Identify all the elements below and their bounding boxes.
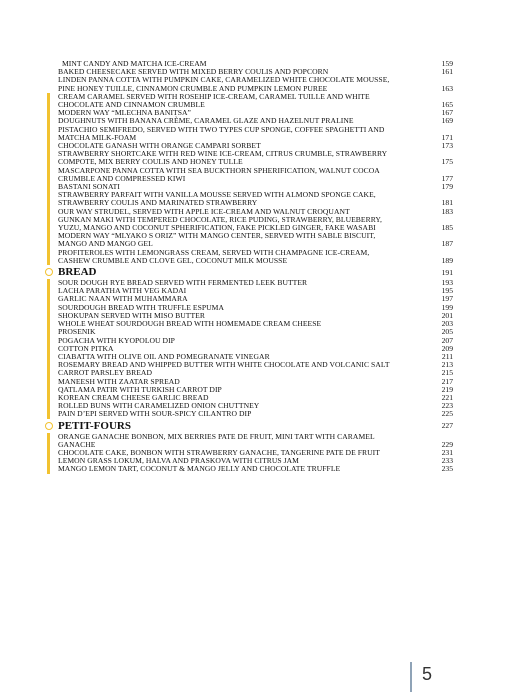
menu-item-page: 177 [441, 173, 453, 183]
accent-bar [47, 345, 50, 353]
menu-item-title: CIABATTA WITH OLIVE OIL AND POMEGRANATE VINEGAR [58, 351, 270, 361]
menu-item-page: 201 [441, 310, 453, 320]
menu-item-page: 165 [441, 100, 453, 110]
menu-index-list [0, 60, 511, 474]
accent-bar [47, 191, 50, 207]
menu-item-page: 185 [441, 223, 453, 233]
menu-item-title: MASCARPONE PANNA COTTA WITH SEA BUCKTHORN SPHERIFICATION, WALNUT COCOA CRUMBLE AND COMPRESSED KIWI [58, 165, 380, 183]
menu-item-title: ROSEMARY BREAD AND WHIPPED BUTTER WITH WHITE CHOCOLATE AND VOLCANIC SALT [58, 360, 390, 370]
menu-item-page: 219 [441, 384, 453, 394]
accent-bar [47, 249, 50, 265]
accent-bar [47, 126, 50, 142]
menu-item-page: 203 [441, 319, 453, 329]
accent-bar [47, 320, 50, 328]
menu-item-title: MANGO LEMON TART, COCONUT & MANGO JELLY AND CHOCOLATE TRUFFLE [58, 464, 341, 474]
accent-bar [47, 394, 50, 402]
menu-item-title: PAIN D’EPI SERVED WITH SOUR-SPICY CILANTRO DIP [58, 409, 252, 419]
menu-item-title: WHOLE WHEAT SOURDOUGH BREAD WITH HOMEMADE CREAM CHEESE [58, 319, 322, 329]
menu-item-title: SHOKUPAN SERVED WITH MISO BUTTER [58, 310, 205, 320]
menu-item-page: 173 [441, 141, 453, 151]
menu-item-page: 163 [441, 83, 453, 93]
menu-item-title: CREAM CARAMEL SERVED WITH ROSEHIP ICE-CREAM, CARAMEL TUILLE AND WHITE CHOCOLATE AND CINNAMON CRUMBLE [58, 91, 370, 110]
menu-item-title: QATLAMA PATIR WITH TURKISH CARROT DIP [58, 384, 222, 394]
menu-item-title: KOREAN CREAM CHEESE GARLIC BREAD [58, 392, 209, 402]
accent-bar [47, 328, 50, 336]
menu-item-title: MINT CANDY AND MATCHA ICE-CREAM [62, 59, 207, 68]
menu-item-page: 171 [441, 132, 453, 142]
menu-item-page: 159 [441, 59, 453, 68]
menu-item-title: LACHA PARATHA WITH VEG KADAI [58, 286, 187, 296]
menu-item-row [0, 191, 511, 207]
menu-item-page: 235 [441, 464, 453, 474]
accent-bar [47, 232, 50, 248]
menu-item-page: 205 [441, 327, 453, 337]
menu-item-page: 217 [441, 376, 453, 386]
section-bullet-icon [45, 268, 53, 276]
menu-item-title: MANEESH WITH ZAATAR SPREAD [58, 376, 180, 386]
menu-item-title: GARLIC NAAN WITH MUHAMMARA [58, 294, 188, 304]
menu-item-page: 161 [441, 67, 453, 77]
accent-bar [47, 93, 50, 109]
accent-bar [47, 353, 50, 361]
menu-item-page: 187 [441, 239, 453, 249]
menu-item-title: MODERN WAY “MLYAKO S ORIZ” WITH MANGO CENTER, SERVED WITH SABLE BISCUIT, MANGO AND MANGO GEL [58, 231, 376, 249]
menu-item-page: 167 [441, 108, 453, 118]
page-footer [410, 662, 470, 692]
accent-bar [47, 279, 50, 287]
accent-bar [47, 410, 50, 418]
section-page: 191 [441, 267, 453, 277]
accent-bar [47, 386, 50, 394]
menu-item-page: 169 [441, 116, 453, 126]
accent-bar [47, 208, 50, 216]
menu-item-title: PROSENIK [58, 327, 96, 337]
section-title: BREAD [58, 266, 97, 279]
menu-item-title: LINDEN PANNA COTTA WITH PUMPKIN CAKE, CARAMELIZED WHITE CHOCOLATE MOUSSE, PINE HONEY TUILLE, CINNAMON CRUMBLE AND PUMPKIN LEMON PUREE [58, 75, 390, 93]
accent-bar [47, 369, 50, 377]
menu-item-row [0, 167, 511, 183]
menu-item-title: ORANGE GANACHE BONBON, MIX BERRIES PATE DE FRUIT, MINI TART WITH CARAMEL GANACHE [58, 431, 375, 449]
menu-item-row [0, 410, 511, 418]
menu-item-title: BASTANI SONATI [58, 182, 120, 192]
accent-bar [47, 361, 50, 369]
menu-item-page: 233 [441, 456, 453, 466]
menu-item-row [0, 93, 511, 109]
menu-item-row [0, 465, 511, 473]
menu-item-title: LEMON GRASS LOKUM, HALVA AND PRASKOVA WITH CITRUS JAM [58, 456, 299, 466]
menu-item-row [0, 150, 511, 166]
accent-bar [47, 287, 50, 295]
menu-item-row [0, 126, 511, 142]
accent-bar [47, 183, 50, 191]
accent-bar [47, 433, 50, 449]
menu-item-title: PROFITEROLES WITH LEMONGRASS CREAM, SERVED WITH CHAMPAGNE ICE-CREAM, CASHEW CRUMBLE AND CLOVE GEL, COCONUT MILK MOUSSE [58, 247, 370, 265]
accent-bar [47, 109, 50, 117]
section-heading [0, 265, 511, 279]
menu-item-page: 179 [441, 182, 453, 192]
menu-item-page: 197 [441, 294, 453, 304]
menu-item-page: 221 [441, 392, 453, 402]
accent-bar [47, 216, 50, 232]
menu-item-row [0, 433, 511, 449]
menu-item-page: 207 [441, 335, 453, 345]
menu-item-page: 211 [441, 351, 453, 361]
accent-bar [47, 337, 50, 345]
menu-item-title: CHOCOLATE GANASH WITH ORANGE CAMPARI SORBET [58, 141, 261, 151]
accent-bar [47, 117, 50, 125]
menu-item-title: DOUGHNUTS WITH BANANA CRÈME, CARAMEL GLAZE AND HAZELNUT PRALINE [58, 116, 354, 126]
menu-item-page: 193 [441, 278, 453, 288]
menu-item-title: CHOCOLATE CAKE, BONBON WITH STRAWBERRY GANACHE, TANGERINE PATE DE FRUIT [58, 447, 380, 457]
menu-item-title: BAKED CHEESECAKE SERVED WITH MIXED BERRY COULIS AND POPCORN [58, 67, 329, 77]
menu-item-title: PISTACHIO SEMIFREDO, SERVED WITH TWO TYPES CUP SPONGE, COFFEE SPAGHETTI AND MATCHA MILK-FOAM [58, 124, 385, 142]
menu-item-page: 223 [441, 401, 453, 411]
accent-bar [47, 142, 50, 150]
accent-bar [47, 312, 50, 320]
menu-item-page: 213 [441, 360, 453, 370]
accent-bar [47, 449, 50, 457]
menu-item-page: 231 [441, 447, 453, 457]
menu-item-title: STRAWBERRY PARFAIT WITH VANILLA MOUSSE SERVED WITH ALMOND SPONGE CAKE, STRAWBERRY COULIS AND MARINATED STRAWBERRY [58, 190, 376, 208]
menu-item-page: 189 [441, 255, 453, 265]
menu-item-page: 199 [441, 302, 453, 312]
menu-item-page: 215 [441, 368, 453, 378]
accent-bar [47, 465, 50, 473]
menu-item-title: OUR WAY STRUDEL, SERVED WITH APPLE ICE-CREAM AND WALNUT CROQUANT [58, 206, 350, 216]
menu-item-page: 225 [441, 409, 453, 419]
menu-item-title: STRAWBERRY SHORTCAKE WITH RED WINE ICE-CREAM, CITRUS CRUMBLE, STRAWBERRY COMPOTE, MIX BERRY COULIS AND HONEY TULLE [58, 149, 388, 167]
menu-item-row [0, 249, 511, 265]
menu-item-title: POGACHA WITH KYOPOLOU DIP [58, 335, 175, 345]
menu-item-title: SOUR DOUGH RYE BREAD SERVED WITH FERMENTED LEEK BUTTER [58, 278, 308, 288]
section-bullet-icon [45, 422, 53, 430]
accent-bar [47, 304, 50, 312]
menu-item-title: CARROT PARSLEY BREAD [58, 368, 152, 378]
section-heading [0, 419, 511, 433]
menu-item-title: MODERN WAY “MLECHNA BANITSA” [58, 108, 191, 118]
accent-bar [47, 150, 50, 166]
menu-item-page: 229 [441, 439, 453, 449]
menu-item-page: 209 [441, 343, 453, 353]
menu-item-title: COTTON PITKA [58, 343, 114, 353]
menu-item-row [0, 216, 511, 232]
accent-bar [47, 402, 50, 410]
accent-bar [47, 295, 50, 303]
accent-bar [47, 457, 50, 465]
menu-item-page: 183 [441, 206, 453, 216]
accent-bar [47, 167, 50, 183]
page-number-divider [410, 662, 412, 692]
page-number: 5 [422, 664, 433, 684]
menu-item-title: SOURDOUGH BREAD WITH TRUFFLE ESPUMA [58, 302, 225, 312]
section-page: 227 [441, 421, 453, 431]
section-title: PETIT-FOURS [58, 419, 131, 432]
menu-item-page: 175 [441, 157, 453, 167]
menu-item-title: GUNKAN MAKI WITH TEMPERED CHOCOLATE, RICE PUDING, STRAWBERRY, BLUEBERRY, YUZU, MANGO AND COCONUT SPHERIFICATION, FAKE PICKLED GINGER, FAKE WASABI [58, 214, 382, 233]
accent-bar [47, 378, 50, 386]
menu-item-page: 195 [441, 286, 453, 296]
menu-item-page: 181 [441, 198, 453, 208]
menu-item-row [0, 232, 511, 248]
menu-item-row [0, 76, 511, 92]
menu-item-title: ROLLED BUNS WITH CARAMELIZED ONION CHUTTNEY [58, 401, 260, 411]
